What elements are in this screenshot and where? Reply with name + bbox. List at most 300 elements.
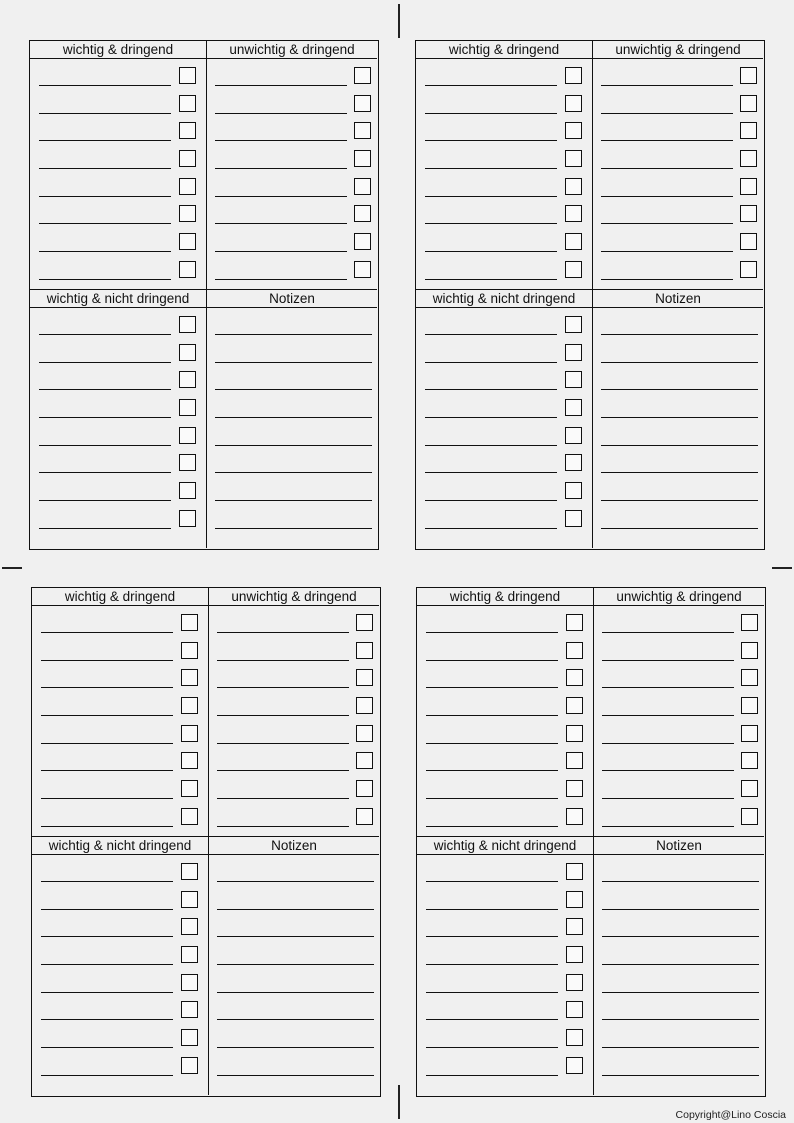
quadrant-title: unwichtig & dringend bbox=[594, 588, 764, 606]
task-line[interactable] bbox=[425, 334, 557, 335]
quadrant-unimportant-urgent bbox=[593, 41, 763, 290]
task-row bbox=[32, 669, 208, 697]
note-row bbox=[207, 510, 377, 538]
note-line[interactable] bbox=[215, 334, 372, 335]
task-row bbox=[594, 752, 764, 780]
task-checkbox[interactable] bbox=[181, 669, 198, 686]
task-checkbox[interactable] bbox=[354, 95, 371, 112]
note-line[interactable] bbox=[215, 389, 372, 390]
quadrant-title: Notizen bbox=[209, 837, 379, 855]
task-checkbox[interactable] bbox=[181, 780, 198, 797]
task-checkbox[interactable] bbox=[566, 918, 583, 935]
task-line[interactable] bbox=[215, 223, 347, 224]
task-line[interactable] bbox=[39, 472, 171, 473]
task-line[interactable] bbox=[217, 660, 349, 661]
task-line[interactable] bbox=[39, 389, 171, 390]
task-checkbox[interactable] bbox=[566, 891, 583, 908]
task-line[interactable] bbox=[602, 687, 734, 688]
task-line[interactable] bbox=[41, 1075, 173, 1076]
task-checkbox[interactable] bbox=[565, 150, 582, 167]
task-checkbox[interactable] bbox=[565, 399, 582, 416]
note-line[interactable] bbox=[217, 1019, 374, 1020]
note-line[interactable] bbox=[601, 472, 758, 473]
note-row bbox=[594, 974, 764, 1002]
task-checkbox[interactable] bbox=[179, 316, 196, 333]
task-line[interactable] bbox=[41, 687, 173, 688]
task-line[interactable] bbox=[41, 936, 173, 937]
note-line[interactable] bbox=[601, 389, 758, 390]
task-line[interactable] bbox=[425, 196, 557, 197]
task-line[interactable] bbox=[41, 1019, 173, 1020]
task-row bbox=[416, 178, 592, 206]
task-line[interactable] bbox=[425, 472, 557, 473]
task-checkbox[interactable] bbox=[741, 614, 758, 631]
quadrant-body bbox=[32, 855, 208, 1085]
quadrant-important-not-urgent bbox=[30, 290, 207, 548]
task-line[interactable] bbox=[39, 417, 171, 418]
task-line[interactable] bbox=[39, 196, 171, 197]
task-checkbox[interactable] bbox=[566, 752, 583, 769]
task-checkbox[interactable] bbox=[181, 614, 198, 631]
task-line[interactable] bbox=[426, 743, 558, 744]
task-row bbox=[30, 344, 206, 372]
task-checkbox[interactable] bbox=[566, 946, 583, 963]
task-line[interactable] bbox=[41, 743, 173, 744]
task-line[interactable] bbox=[425, 528, 557, 529]
note-line[interactable] bbox=[602, 1047, 759, 1048]
task-checkbox[interactable] bbox=[179, 233, 196, 250]
task-line[interactable] bbox=[601, 196, 733, 197]
task-checkbox[interactable] bbox=[179, 122, 196, 139]
task-line[interactable] bbox=[425, 223, 557, 224]
note-line[interactable] bbox=[602, 964, 759, 965]
task-line[interactable] bbox=[425, 389, 557, 390]
task-checkbox[interactable] bbox=[354, 67, 371, 84]
note-line[interactable] bbox=[217, 1075, 374, 1076]
task-checkbox[interactable] bbox=[741, 669, 758, 686]
task-checkbox[interactable] bbox=[565, 316, 582, 333]
task-line[interactable] bbox=[601, 140, 733, 141]
task-checkbox[interactable] bbox=[565, 122, 582, 139]
task-checkbox[interactable] bbox=[740, 205, 757, 222]
task-checkbox[interactable] bbox=[181, 863, 198, 880]
task-line[interactable] bbox=[425, 362, 557, 363]
task-checkbox[interactable] bbox=[356, 614, 373, 631]
task-row bbox=[207, 122, 377, 150]
note-row bbox=[593, 427, 763, 455]
task-line[interactable] bbox=[215, 279, 347, 280]
task-line[interactable] bbox=[602, 715, 734, 716]
task-checkbox[interactable] bbox=[179, 205, 196, 222]
task-line[interactable] bbox=[41, 881, 173, 882]
task-line[interactable] bbox=[426, 1075, 558, 1076]
task-checkbox[interactable] bbox=[179, 67, 196, 84]
task-checkbox[interactable] bbox=[181, 918, 198, 935]
task-row bbox=[417, 669, 593, 697]
task-line[interactable] bbox=[39, 140, 171, 141]
note-row bbox=[594, 1029, 764, 1057]
task-line[interactable] bbox=[602, 743, 734, 744]
task-checkbox[interactable] bbox=[566, 1029, 583, 1046]
task-row bbox=[32, 808, 208, 836]
task-row bbox=[416, 510, 592, 538]
note-row bbox=[209, 1001, 379, 1029]
note-row bbox=[209, 918, 379, 946]
quadrant-body bbox=[209, 606, 379, 836]
task-row bbox=[417, 642, 593, 670]
task-checkbox[interactable] bbox=[565, 427, 582, 444]
note-line[interactable] bbox=[215, 472, 372, 473]
task-row bbox=[594, 669, 764, 697]
task-checkbox[interactable] bbox=[179, 454, 196, 471]
task-line[interactable] bbox=[41, 1047, 173, 1048]
note-line[interactable] bbox=[601, 362, 758, 363]
task-line[interactable] bbox=[41, 632, 173, 633]
note-line[interactable] bbox=[217, 881, 374, 882]
task-row bbox=[32, 642, 208, 670]
task-line[interactable] bbox=[602, 826, 734, 827]
task-line[interactable] bbox=[426, 881, 558, 882]
task-row bbox=[416, 261, 592, 289]
task-checkbox[interactable] bbox=[179, 399, 196, 416]
task-line[interactable] bbox=[426, 1019, 558, 1020]
task-line[interactable] bbox=[425, 251, 557, 252]
note-line[interactable] bbox=[215, 362, 372, 363]
task-checkbox[interactable] bbox=[179, 482, 196, 499]
task-checkbox[interactable] bbox=[356, 697, 373, 714]
quadrant-body bbox=[209, 855, 379, 1085]
task-checkbox[interactable] bbox=[179, 371, 196, 388]
task-checkbox[interactable] bbox=[566, 808, 583, 825]
task-checkbox[interactable] bbox=[354, 122, 371, 139]
task-checkbox[interactable] bbox=[565, 205, 582, 222]
note-line[interactable] bbox=[601, 528, 758, 529]
note-line[interactable] bbox=[217, 964, 374, 965]
task-checkbox[interactable] bbox=[740, 233, 757, 250]
task-checkbox[interactable] bbox=[740, 95, 757, 112]
task-line[interactable] bbox=[41, 660, 173, 661]
task-checkbox[interactable] bbox=[179, 150, 196, 167]
task-checkbox[interactable] bbox=[565, 233, 582, 250]
note-row bbox=[207, 316, 377, 344]
task-checkbox[interactable] bbox=[740, 67, 757, 84]
quadrant-body bbox=[593, 308, 763, 538]
task-line[interactable] bbox=[41, 909, 173, 910]
task-checkbox[interactable] bbox=[354, 261, 371, 278]
quadrant-important-not-urgent bbox=[32, 837, 209, 1095]
task-line[interactable] bbox=[215, 196, 347, 197]
task-checkbox[interactable] bbox=[181, 642, 198, 659]
task-checkbox[interactable] bbox=[181, 808, 198, 825]
task-row bbox=[209, 780, 379, 808]
note-line[interactable] bbox=[602, 992, 759, 993]
note-line[interactable] bbox=[217, 1047, 374, 1048]
task-checkbox[interactable] bbox=[565, 510, 582, 527]
task-checkbox[interactable] bbox=[741, 808, 758, 825]
task-line[interactable] bbox=[426, 798, 558, 799]
task-line[interactable] bbox=[601, 279, 733, 280]
note-row bbox=[594, 863, 764, 891]
task-checkbox[interactable] bbox=[354, 205, 371, 222]
task-checkbox[interactable] bbox=[179, 344, 196, 361]
task-checkbox[interactable] bbox=[741, 642, 758, 659]
task-row bbox=[593, 67, 763, 95]
task-line[interactable] bbox=[217, 798, 349, 799]
copyright-text: Copyright@Lino Coscia bbox=[675, 1109, 786, 1121]
task-row bbox=[416, 95, 592, 123]
task-line[interactable] bbox=[425, 113, 557, 114]
task-line[interactable] bbox=[601, 168, 733, 169]
task-row bbox=[207, 95, 377, 123]
task-line[interactable] bbox=[425, 85, 557, 86]
task-line[interactable] bbox=[425, 168, 557, 169]
task-checkbox[interactable] bbox=[566, 863, 583, 880]
note-row bbox=[207, 344, 377, 372]
task-line[interactable] bbox=[39, 445, 171, 446]
task-line[interactable] bbox=[425, 140, 557, 141]
task-checkbox[interactable] bbox=[566, 697, 583, 714]
task-row bbox=[417, 946, 593, 974]
task-checkbox[interactable] bbox=[741, 725, 758, 742]
task-checkbox[interactable] bbox=[566, 1057, 583, 1074]
task-line[interactable] bbox=[602, 660, 734, 661]
note-row bbox=[593, 344, 763, 372]
task-checkbox[interactable] bbox=[356, 752, 373, 769]
task-checkbox[interactable] bbox=[565, 178, 582, 195]
note-row bbox=[594, 1057, 764, 1085]
task-checkbox[interactable] bbox=[356, 808, 373, 825]
task-line[interactable] bbox=[425, 279, 557, 280]
task-checkbox[interactable] bbox=[356, 725, 373, 742]
task-line[interactable] bbox=[39, 500, 171, 501]
note-line[interactable] bbox=[601, 500, 758, 501]
task-line[interactable] bbox=[426, 964, 558, 965]
task-line[interactable] bbox=[41, 826, 173, 827]
task-checkbox[interactable] bbox=[179, 261, 196, 278]
task-line[interactable] bbox=[602, 798, 734, 799]
quadrant-title: wichtig & dringend bbox=[32, 588, 208, 606]
task-row bbox=[593, 233, 763, 261]
task-line[interactable] bbox=[426, 1047, 558, 1048]
task-checkbox[interactable] bbox=[181, 725, 198, 742]
task-line[interactable] bbox=[39, 251, 171, 252]
task-row bbox=[207, 178, 377, 206]
task-line[interactable] bbox=[426, 936, 558, 937]
task-line[interactable] bbox=[39, 334, 171, 335]
quadrant-unimportant-urgent bbox=[209, 588, 379, 837]
task-row bbox=[417, 1001, 593, 1029]
task-line[interactable] bbox=[426, 632, 558, 633]
task-line[interactable] bbox=[425, 500, 557, 501]
note-line[interactable] bbox=[601, 334, 758, 335]
task-checkbox[interactable] bbox=[741, 752, 758, 769]
task-line[interactable] bbox=[39, 85, 171, 86]
task-row bbox=[417, 1057, 593, 1085]
task-checkbox[interactable] bbox=[566, 614, 583, 631]
task-line[interactable] bbox=[215, 85, 347, 86]
task-checkbox[interactable] bbox=[565, 482, 582, 499]
task-line[interactable] bbox=[217, 743, 349, 744]
note-row bbox=[209, 974, 379, 1002]
task-line[interactable] bbox=[41, 715, 173, 716]
task-line[interactable] bbox=[601, 251, 733, 252]
task-checkbox[interactable] bbox=[565, 344, 582, 361]
task-checkbox[interactable] bbox=[566, 725, 583, 742]
task-checkbox[interactable] bbox=[565, 371, 582, 388]
task-checkbox[interactable] bbox=[356, 780, 373, 797]
task-checkbox[interactable] bbox=[565, 95, 582, 112]
task-checkbox[interactable] bbox=[565, 454, 582, 471]
task-line[interactable] bbox=[426, 770, 558, 771]
note-line[interactable] bbox=[215, 445, 372, 446]
task-line[interactable] bbox=[602, 770, 734, 771]
task-line[interactable] bbox=[217, 687, 349, 688]
note-line[interactable] bbox=[217, 936, 374, 937]
note-row bbox=[593, 454, 763, 482]
task-line[interactable] bbox=[425, 445, 557, 446]
note-line[interactable] bbox=[217, 992, 374, 993]
quadrant-body bbox=[207, 59, 377, 289]
quadrant-unimportant-urgent bbox=[594, 588, 764, 837]
task-row bbox=[417, 891, 593, 919]
task-line[interactable] bbox=[426, 909, 558, 910]
task-line[interactable] bbox=[217, 632, 349, 633]
task-line[interactable] bbox=[426, 715, 558, 716]
task-line[interactable] bbox=[601, 113, 733, 114]
task-row bbox=[30, 150, 206, 178]
task-checkbox[interactable] bbox=[740, 122, 757, 139]
task-line[interactable] bbox=[426, 826, 558, 827]
task-row bbox=[209, 697, 379, 725]
task-checkbox[interactable] bbox=[565, 261, 582, 278]
task-checkbox[interactable] bbox=[565, 67, 582, 84]
task-line[interactable] bbox=[39, 223, 171, 224]
task-row bbox=[32, 946, 208, 974]
note-line[interactable] bbox=[602, 909, 759, 910]
quadrant-title: Notizen bbox=[594, 837, 764, 855]
note-line[interactable] bbox=[602, 881, 759, 882]
task-checkbox[interactable] bbox=[179, 427, 196, 444]
task-line[interactable] bbox=[602, 632, 734, 633]
quadrant-title: Notizen bbox=[593, 290, 763, 308]
task-checkbox[interactable] bbox=[181, 1029, 198, 1046]
task-row bbox=[594, 808, 764, 836]
note-line[interactable] bbox=[602, 1075, 759, 1076]
note-line[interactable] bbox=[215, 528, 372, 529]
task-checkbox[interactable] bbox=[179, 510, 196, 527]
task-row bbox=[30, 122, 206, 150]
quadrant-body bbox=[30, 59, 206, 289]
task-checkbox[interactable] bbox=[179, 178, 196, 195]
note-line[interactable] bbox=[602, 936, 759, 937]
task-line[interactable] bbox=[601, 223, 733, 224]
note-line[interactable] bbox=[215, 417, 372, 418]
task-checkbox[interactable] bbox=[354, 233, 371, 250]
cut-mark-left bbox=[2, 567, 22, 569]
task-row bbox=[30, 95, 206, 123]
note-row bbox=[209, 1057, 379, 1085]
task-checkbox[interactable] bbox=[741, 780, 758, 797]
task-line[interactable] bbox=[217, 826, 349, 827]
task-line[interactable] bbox=[217, 715, 349, 716]
task-line[interactable] bbox=[215, 251, 347, 252]
task-line[interactable] bbox=[39, 113, 171, 114]
task-line[interactable] bbox=[426, 660, 558, 661]
task-line[interactable] bbox=[41, 798, 173, 799]
note-line[interactable] bbox=[602, 1019, 759, 1020]
task-line[interactable] bbox=[39, 168, 171, 169]
cut-mark-bottom bbox=[398, 1085, 400, 1119]
task-row bbox=[32, 697, 208, 725]
quadrant-notes bbox=[207, 290, 377, 548]
quadrant-important-not-urgent bbox=[417, 837, 594, 1095]
task-checkbox[interactable] bbox=[566, 974, 583, 991]
task-checkbox[interactable] bbox=[181, 946, 198, 963]
task-checkbox[interactable] bbox=[181, 697, 198, 714]
task-checkbox[interactable] bbox=[181, 1057, 198, 1074]
task-checkbox[interactable] bbox=[740, 150, 757, 167]
task-line[interactable] bbox=[215, 113, 347, 114]
task-row bbox=[32, 1057, 208, 1085]
task-checkbox[interactable] bbox=[179, 95, 196, 112]
note-line[interactable] bbox=[217, 909, 374, 910]
note-line[interactable] bbox=[601, 417, 758, 418]
task-checkbox[interactable] bbox=[356, 669, 373, 686]
task-checkbox[interactable] bbox=[181, 1001, 198, 1018]
task-checkbox[interactable] bbox=[181, 891, 198, 908]
note-row bbox=[207, 399, 377, 427]
task-line[interactable] bbox=[39, 528, 171, 529]
task-checkbox[interactable] bbox=[566, 1001, 583, 1018]
task-line[interactable] bbox=[426, 687, 558, 688]
task-row bbox=[416, 122, 592, 150]
task-row bbox=[416, 233, 592, 261]
task-checkbox[interactable] bbox=[566, 642, 583, 659]
task-checkbox[interactable] bbox=[740, 178, 757, 195]
note-line[interactable] bbox=[601, 445, 758, 446]
task-row bbox=[209, 725, 379, 753]
task-checkbox[interactable] bbox=[356, 642, 373, 659]
note-line[interactable] bbox=[215, 500, 372, 501]
task-checkbox[interactable] bbox=[740, 261, 757, 278]
task-checkbox[interactable] bbox=[181, 974, 198, 991]
task-line[interactable] bbox=[39, 362, 171, 363]
task-checkbox[interactable] bbox=[181, 752, 198, 769]
task-row bbox=[594, 697, 764, 725]
task-line[interactable] bbox=[426, 992, 558, 993]
task-row bbox=[594, 725, 764, 753]
task-checkbox[interactable] bbox=[741, 697, 758, 714]
task-line[interactable] bbox=[215, 140, 347, 141]
task-line[interactable] bbox=[425, 417, 557, 418]
task-checkbox[interactable] bbox=[566, 780, 583, 797]
task-checkbox[interactable] bbox=[354, 178, 371, 195]
task-row bbox=[416, 344, 592, 372]
task-line[interactable] bbox=[39, 279, 171, 280]
task-line[interactable] bbox=[217, 770, 349, 771]
quadrant-title: unwichtig & dringend bbox=[207, 41, 377, 59]
task-line[interactable] bbox=[41, 964, 173, 965]
task-line[interactable] bbox=[41, 992, 173, 993]
task-line[interactable] bbox=[601, 85, 733, 86]
task-checkbox[interactable] bbox=[354, 150, 371, 167]
task-row bbox=[209, 752, 379, 780]
task-line[interactable] bbox=[41, 770, 173, 771]
task-line[interactable] bbox=[215, 168, 347, 169]
task-row bbox=[209, 808, 379, 836]
task-checkbox[interactable] bbox=[566, 669, 583, 686]
quadrant-notes bbox=[593, 290, 763, 548]
